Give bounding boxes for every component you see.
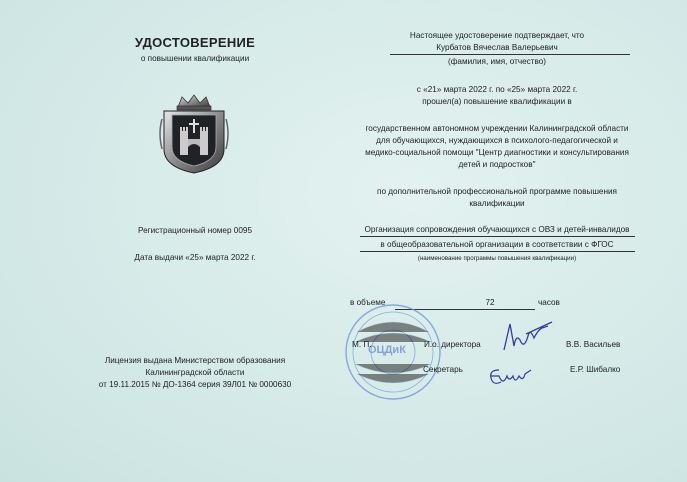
certificate-title: УДОСТОВЕРЕНИЕ (134, 35, 256, 50)
volume-value: 72 (485, 298, 495, 307)
program-line-1: по дополнительной профессиональной программе повышения (377, 187, 617, 196)
volume-unit: часов (538, 298, 560, 307)
name-underline (390, 54, 630, 55)
registration-number: Регистрационный номер 0095 (137, 226, 253, 235)
license-line-1: Лицензия выдана Министерством образования (104, 356, 286, 365)
program-line-2: квалификации (469, 199, 525, 208)
volume-label: в объеме (350, 298, 386, 307)
course-line-2: в общеобразовательной организации в соответствии с ФГОС (380, 240, 614, 249)
organization-line-3: медико-социальной помощи "Центр диагностики и консультирования (365, 148, 629, 157)
license-line-2: Калининградской области (145, 368, 245, 377)
director-role: И.о. директора (424, 340, 481, 349)
license-line-3: от 19.11.2015 № ДО-1364 серия 39Л01 № 0000630 (98, 380, 292, 389)
training-period: с «21» марта 2022 г. по «25» марта 2022 г. (416, 85, 578, 94)
issue-date: Дата выдачи «25» марта 2022 г. (134, 253, 256, 262)
mp-label: М. П. (352, 340, 372, 349)
certificate-subtitle: о повышении квалификации (140, 54, 250, 63)
secretary-role: Секретарь (423, 365, 463, 374)
passed-text: прошел(а) повышение квалификации в (422, 97, 572, 106)
confirm-text: Настоящее удостоверение подтверждает, что (409, 31, 585, 40)
organization-line-1: государственном автономном учреждении Калининградской области (365, 124, 629, 133)
course-line-1: Организация сопровождения обучающихся с ОВЗ и детей-инвалидов (364, 225, 630, 234)
course-underline-2 (360, 251, 635, 252)
course-caption: (наименование программы повышения квалификации) (417, 255, 577, 262)
secretary-signature-icon (485, 362, 545, 390)
director-signature-icon (498, 316, 558, 356)
holder-name: Курбатов Вячеслав Валерьевич (436, 43, 558, 52)
director-name: В.В. Васильев (566, 340, 621, 349)
coat-of-arms-icon (158, 93, 230, 175)
stamp-text: ОЦДиК (368, 344, 406, 356)
secretary-name: Е.Р. Шибалко (570, 365, 621, 374)
organization-line-2: для обучающихся, нуждающихся в психолого-педагогической и (376, 136, 618, 145)
course-underline-1 (360, 236, 635, 237)
organization-line-4: детей и подростков" (458, 160, 536, 169)
name-caption: (фамилия, имя, отчество) (447, 57, 547, 66)
